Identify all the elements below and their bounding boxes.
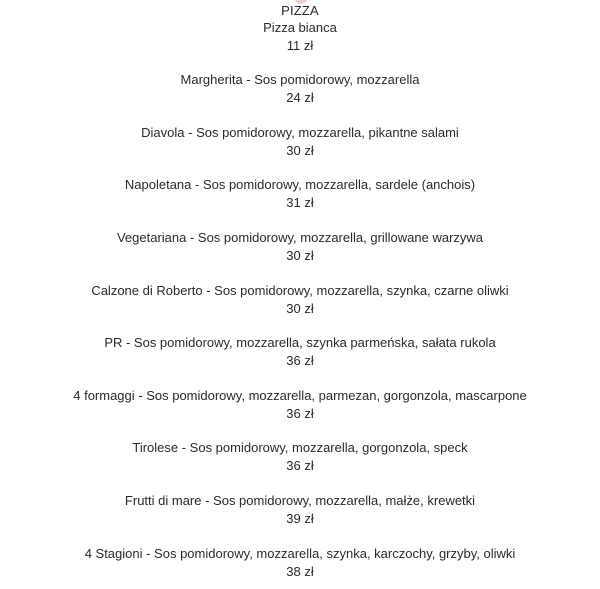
menu-item bbox=[0, 545, 600, 580]
item-price: 30 zł bbox=[286, 143, 314, 158]
menu-item bbox=[0, 439, 600, 474]
item-description: Vegetariana - Sos pomidorowy, mozzarella, grillowane warzywa bbox=[116, 230, 484, 245]
item-description: PR - Sos pomidorowy, mozzarella, szynka parmeńska, sałata rukola bbox=[104, 335, 496, 350]
item-description: Pizza bianca bbox=[263, 20, 337, 35]
item-price: 31 zł bbox=[286, 195, 314, 210]
menu-item bbox=[0, 71, 600, 106]
item-price: 30 zł bbox=[286, 248, 314, 263]
item-description: Tirolese - Sos pomidorowy, mozzarella, gorgonzola, speck bbox=[132, 440, 468, 455]
menu-item bbox=[0, 176, 600, 211]
menu-item bbox=[0, 282, 600, 317]
item-price: 38 zł bbox=[286, 564, 314, 579]
item-description: Margherita - Sos pomidorowy, mozzarella bbox=[180, 72, 420, 87]
item-price: 30 zł bbox=[286, 301, 314, 316]
item-description: Calzone di Roberto - Sos pomidorowy, mozzarella, szynka, czarne oliwki bbox=[91, 283, 509, 298]
item-description: Frutti di mare - Sos pomidorowy, mozzarella, małże, krewetki bbox=[124, 493, 476, 508]
item-description: Diavola - Sos pomidorowy, mozzarella, pikantne salami bbox=[141, 125, 459, 140]
menu-item bbox=[0, 229, 600, 264]
item-price: 24 zł bbox=[286, 90, 314, 105]
item-price: 36 zł bbox=[286, 353, 314, 368]
menu-item bbox=[0, 492, 600, 527]
menu-item bbox=[0, 124, 600, 159]
item-description: Napoletana - Sos pomidorowy, mozzarella, sardele (anchois) bbox=[124, 177, 476, 192]
menu-item bbox=[0, 334, 600, 369]
menu-item bbox=[0, 19, 600, 54]
item-description: 4 Stagioni - Sos pomidorowy, mozzarella, szynka, karczochy, grzyby, oliwki bbox=[84, 546, 516, 561]
menu-item bbox=[0, 387, 600, 422]
section-title: PIZZA bbox=[281, 3, 319, 18]
item-price: 36 zł bbox=[286, 406, 314, 421]
item-price: 36 zł bbox=[286, 458, 314, 473]
item-price: 39 zł bbox=[286, 511, 314, 526]
item-description: 4 formaggi - Sos pomidorowy, mozzarella, parmezan, gorgonzola, mascarpone bbox=[73, 388, 527, 403]
item-price: 11 zł bbox=[286, 38, 314, 53]
